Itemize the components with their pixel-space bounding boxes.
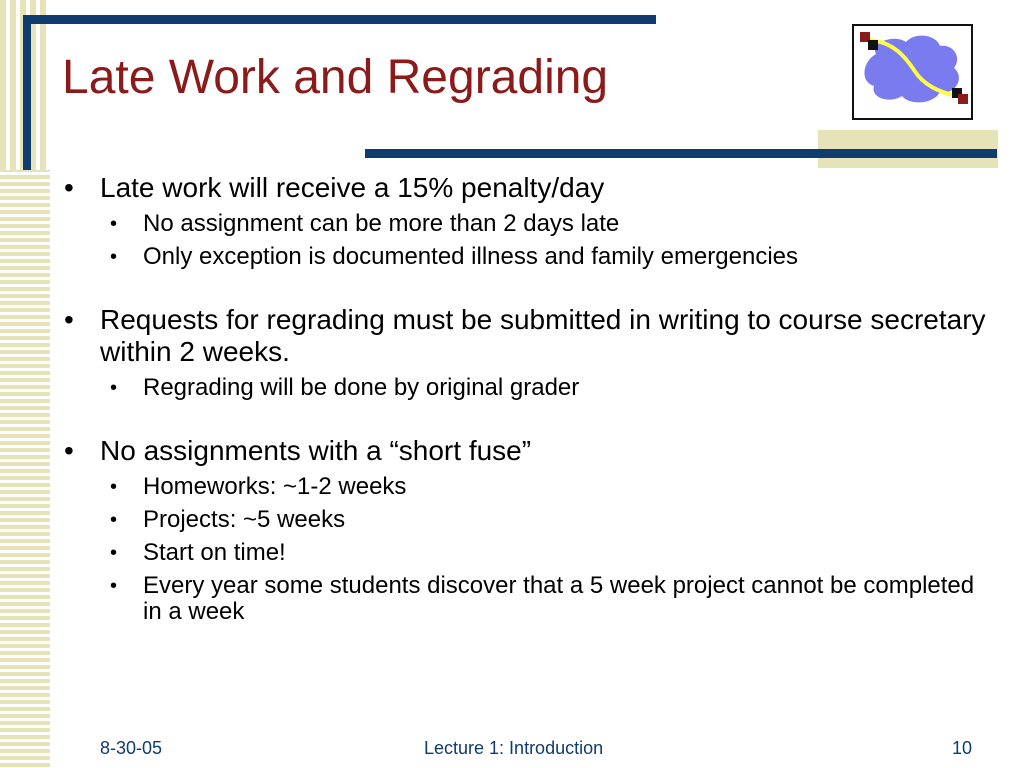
sub-bullet-text: Start on time! [143,539,286,566]
bullet-text: Requests for regrading must be submitted in writing to course secretary within 2 weeks. [100,304,986,367]
bullet [64,172,994,204]
sub-bullet [110,375,994,401]
sub-bullet-text: Regrading will be done by original grader [143,374,580,401]
bullet [64,435,994,467]
bullet-text: No assignments with a “short fuse” [100,435,532,466]
bullet-glyph: • [64,304,74,335]
logo-node-red-bottom [958,94,968,104]
page-number: 10 [952,738,973,758]
sub-bullet-glyph: • [110,509,118,531]
left-vertical-rule [23,15,31,170]
bullet [64,304,994,368]
sub-bullet [110,211,994,237]
logo-graphic [854,26,971,118]
sub-bullet [110,474,994,500]
sub-bullet [110,507,994,533]
sub-bullet-text: Homeworks: ~1-2 weeks [143,473,407,500]
bullet-text: Late work will receive a 15% penalty/day [100,172,605,203]
sub-bullet [110,573,994,625]
slide-content [64,172,994,625]
network-cloud-logo-icon [852,24,973,120]
sub-bullet-glyph: • [110,476,118,498]
top-rule [23,15,656,24]
sub-bullet-text: Every year some students discover that a 5 week project cannot be completed in a week [143,572,975,625]
sub-bullet-glyph: • [110,377,118,399]
logo-node-black-top [868,40,878,50]
bullet-glyph: • [64,435,74,466]
sub-bullet-text: Projects: ~5 weeks [143,506,346,533]
sub-bullet-glyph: • [110,575,118,597]
sub-bullet-text: No assignment can be more than 2 days late [143,210,620,237]
sub-bullet [110,244,994,270]
footer-date: 8-30-05 [100,738,163,758]
sub-bullet-glyph: • [110,213,118,235]
title-underline-rule [365,149,997,158]
bullet-glyph: • [64,172,74,203]
sub-bullet-glyph: • [110,246,118,268]
slide-title: Late Work and Regrading [62,51,609,104]
sub-bullet-glyph: • [110,542,118,564]
sub-bullet [110,540,994,566]
footer-title: Lecture 1: Introduction [424,738,604,758]
sub-bullet-text: Only exception is documented illness and family emergencies [143,243,798,270]
